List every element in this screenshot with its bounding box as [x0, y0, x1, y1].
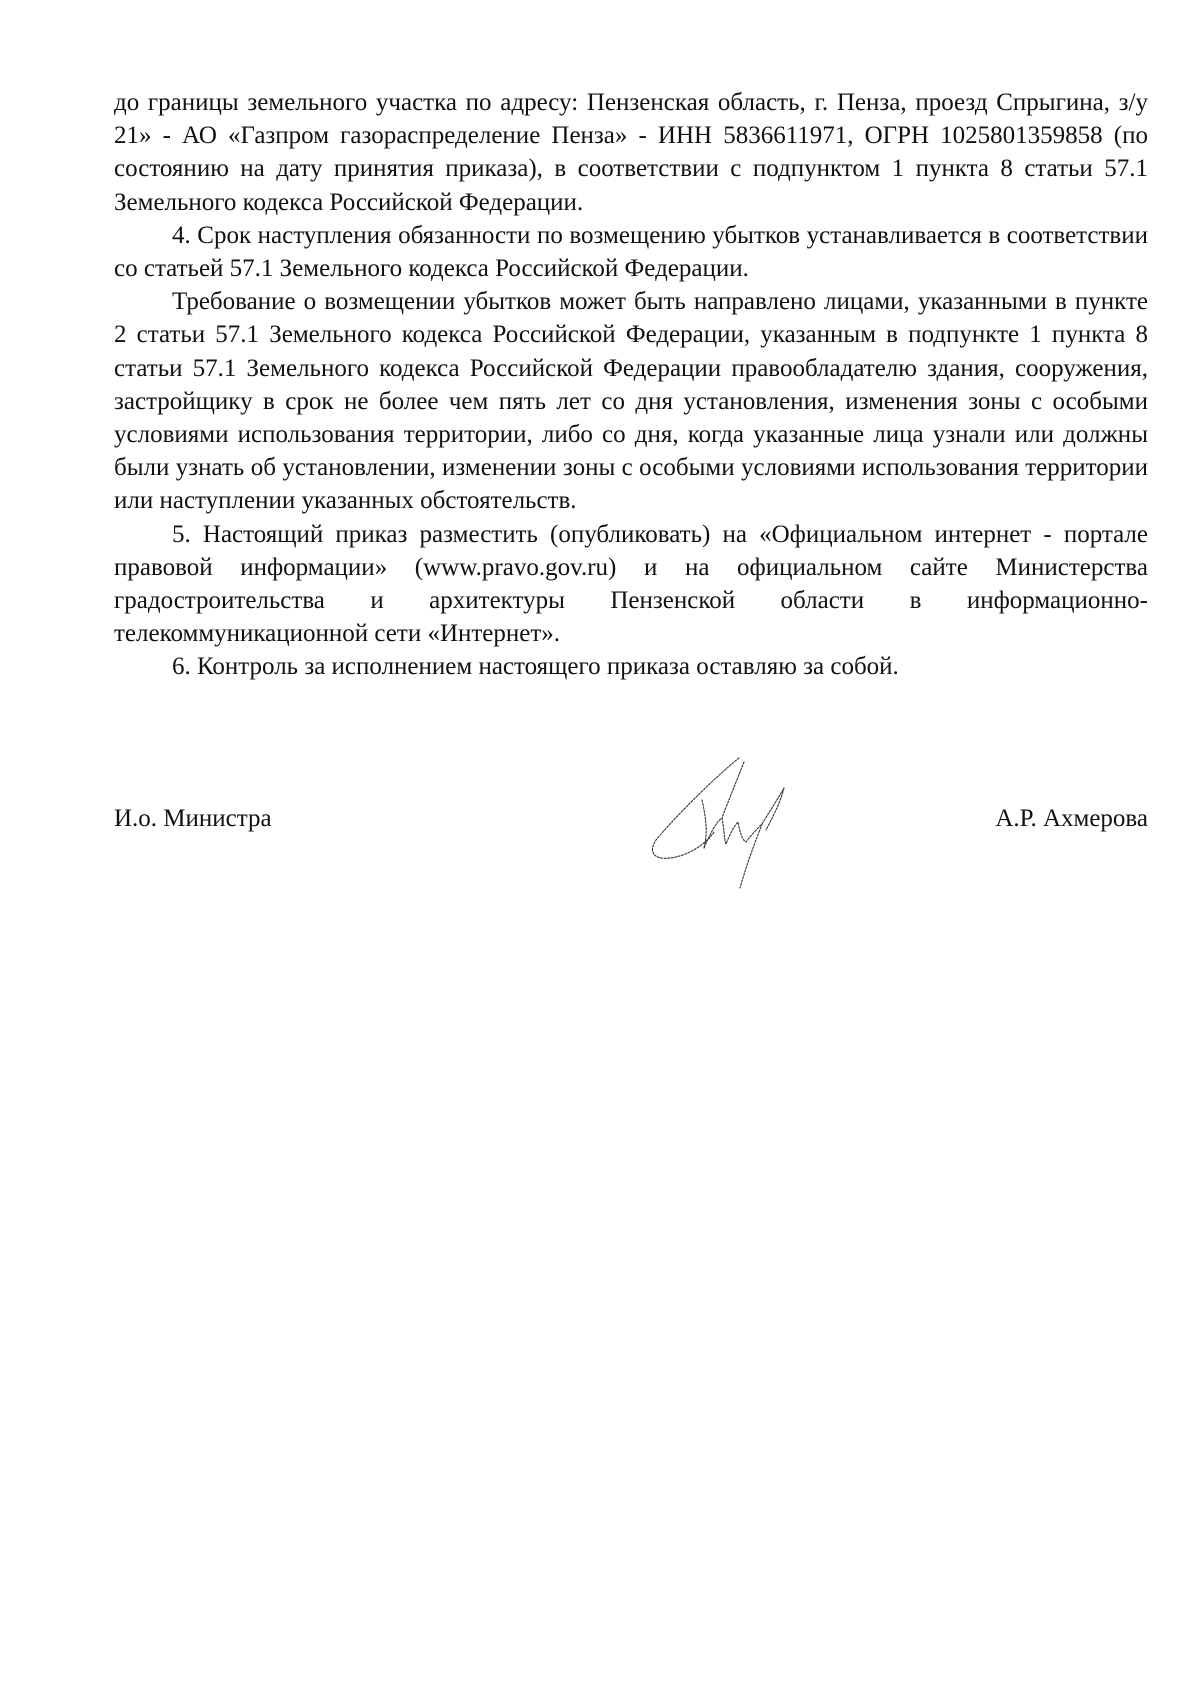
paragraph-item-6: 6. Контроль за исполнением настоящего приказа оставляю за собой.: [172, 653, 899, 681]
paragraph-compensation-claim: Требование о возмещении убытков может быть направлено лицами, указанными в пункте 2 статьи 57.1 Земельного кодекса Российской Федерации, указанным в подпункте 1 пункта 8 статьи 57.1 Земельного кодекса Российской Федерации правообладателю здания, сооружения, застройщику в срок не более чем пять лет со дня установления, изменения зоны с особыми условиями использования территории, либо со дня, когда указанные лица узнали или должны были узнать об установлении, изменении зоны с особыми условиями использования территории или наступлении указанных обстоятельств.: [114, 288, 1148, 515]
paragraph-item-5: 5. Настоящий приказ разместить (опубликовать) на «Официальном интернет - портале правовой информации» (www.pravo.gov.ru) и на официальном сайте Министерства градостроительства и архитектуры Пензенской области в информационно-телекоммуникационной сети «Интернет».: [114, 520, 1148, 648]
paragraph-item-4: 4. Срок наступления обязанности по возмещению убытков устанавливается в соответствии со статьей 57.1 Земельного кодекса Российской Федерации.: [114, 221, 1148, 283]
paragraph-continuation: до границы земельного участка по адресу: Пензенская область, г. Пенза, проезд Спрыгина, з/у 21» - АО «Газпром газораспределение Пенза» - ИНН 5836611971, ОГРН 1025801359858 (по состоянию на дату принятия приказа), в соответствии с подпунктом 1 пункта 8 статьи 57.1 Земельного кодекса Российской Федерации.: [114, 89, 1148, 216]
signatory-position: И.о. Министра: [114, 805, 272, 832]
handwritten-signature: [644, 748, 824, 898]
signatory-name: А.Р. Ахмерова: [995, 805, 1148, 832]
document-body: [114, 86, 1148, 684]
